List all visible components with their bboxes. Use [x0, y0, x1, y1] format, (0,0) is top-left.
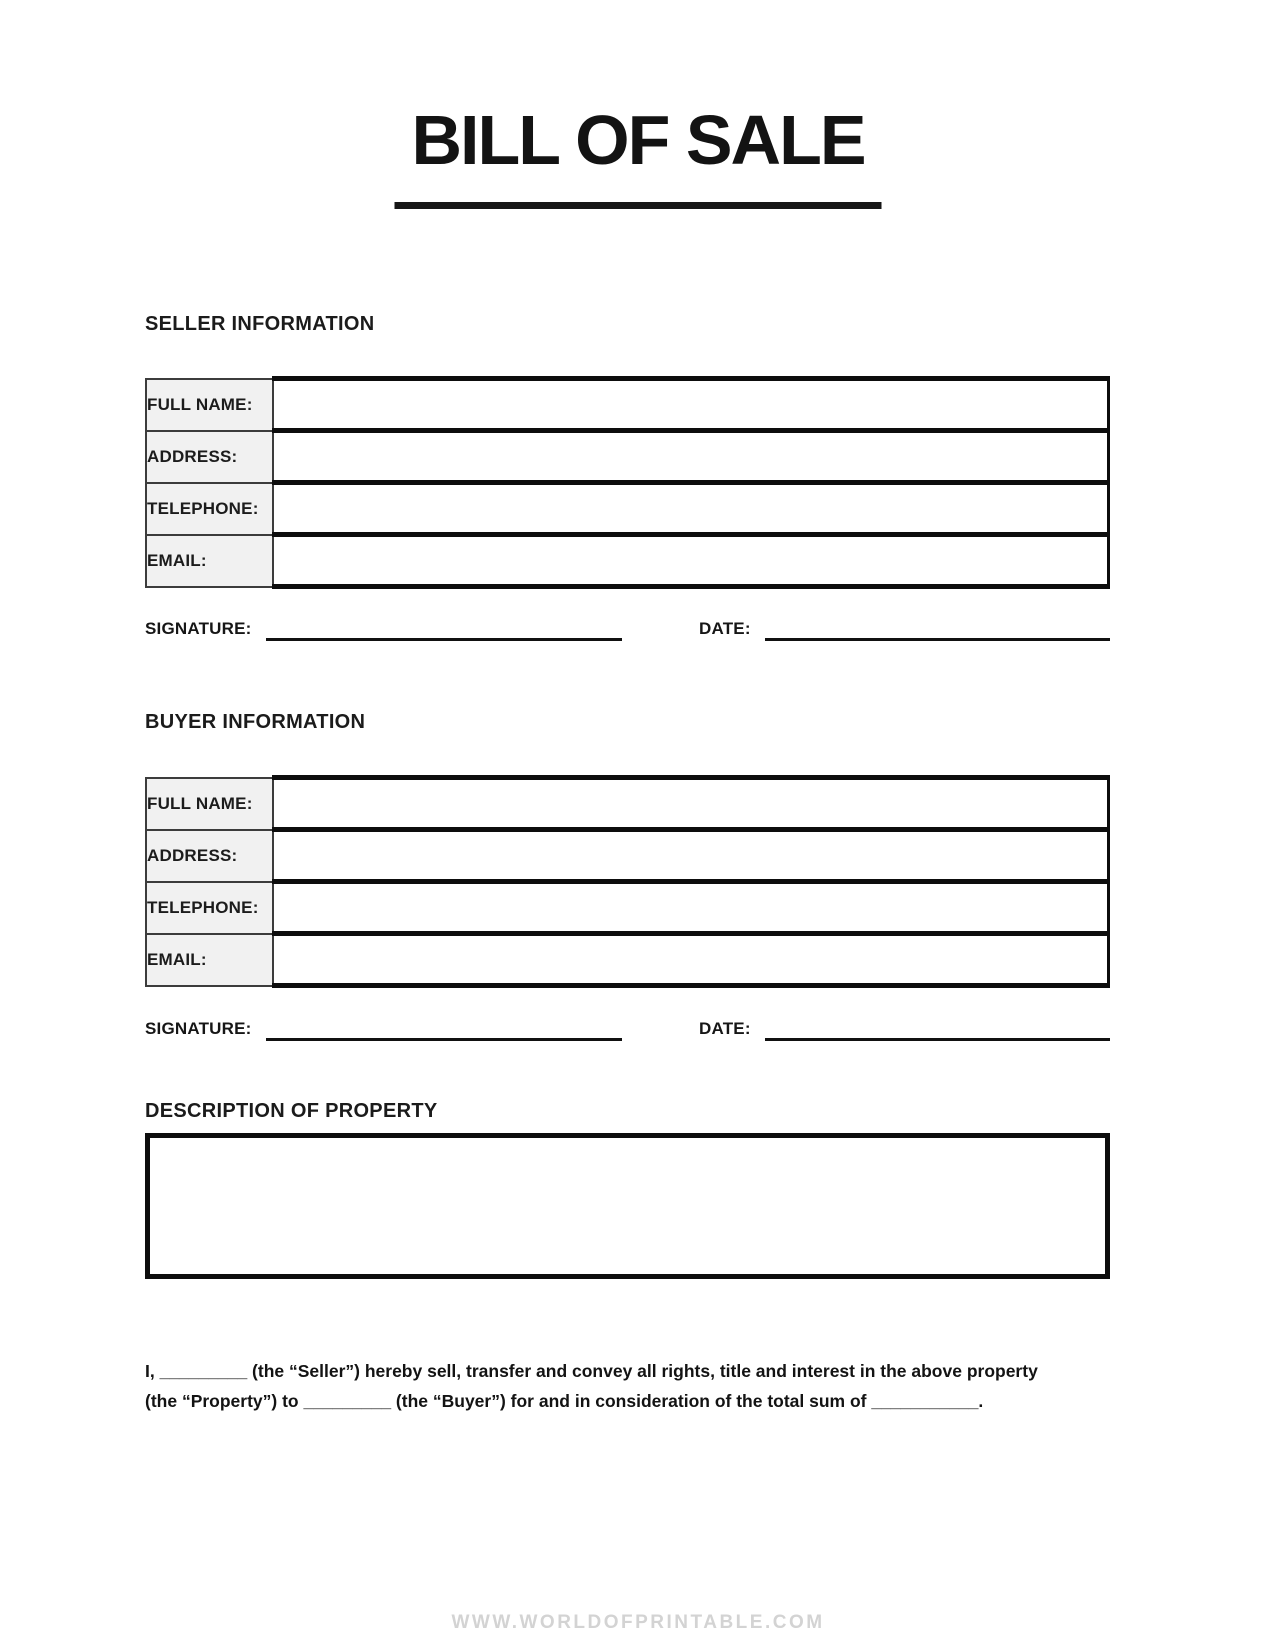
property-section — [145, 1100, 1110, 1123]
buyer-signature-group — [145, 1016, 622, 1041]
seller-signature-row — [145, 616, 1110, 641]
table-row — [146, 830, 1109, 882]
table-row — [146, 934, 1109, 986]
buyer-email-field[interactable] — [273, 934, 1109, 986]
buyer-section — [145, 711, 1110, 734]
seller-email-label: EMAIL: — [146, 535, 273, 587]
seller-date-group — [699, 616, 1110, 641]
legal-statement-line-1: I, _________ (the “Seller”) hereby sell, transfer and convey all rights, title and interest in the above property — [145, 1361, 1038, 1381]
property-section-heading: DESCRIPTION OF PROPERTY — [145, 1100, 438, 1122]
seller-date-line[interactable] — [765, 616, 1110, 641]
buyer-date-group — [699, 1016, 1110, 1041]
buyer-address-field[interactable] — [273, 830, 1109, 882]
buyer-signature-line[interactable] — [266, 1016, 622, 1041]
title-underline — [395, 202, 882, 209]
seller-info-table — [145, 376, 1110, 589]
table-row — [146, 431, 1109, 483]
seller-full-name-field[interactable] — [273, 379, 1109, 431]
buyer-info-table — [145, 775, 1110, 988]
buyer-signature-label: SIGNATURE: — [145, 1019, 252, 1038]
buyer-address-label: ADDRESS: — [146, 830, 273, 882]
table-row — [146, 882, 1109, 934]
seller-section-heading: SELLER INFORMATION — [145, 313, 375, 335]
footer-website-text: WWW.WORLDOFPRINTABLE.COM — [451, 1612, 825, 1633]
buyer-table-wrap — [145, 775, 1110, 988]
table-row — [146, 535, 1109, 587]
table-row — [146, 778, 1109, 830]
buyer-date-label: DATE: — [699, 1019, 751, 1038]
buyer-telephone-field[interactable] — [273, 882, 1109, 934]
seller-signature-group — [145, 616, 622, 641]
seller-signature-label: SIGNATURE: — [145, 619, 252, 638]
buyer-section-heading: BUYER INFORMATION — [145, 711, 366, 733]
seller-telephone-field[interactable] — [273, 483, 1109, 535]
seller-date-label: DATE: — [699, 619, 751, 638]
buyer-signature-row — [145, 1016, 1110, 1041]
page-title: BILL OF SALE — [411, 101, 865, 179]
seller-address-field[interactable] — [273, 431, 1109, 483]
buyer-date-line[interactable] — [765, 1016, 1110, 1041]
table-row — [146, 379, 1109, 431]
seller-signature-line[interactable] — [266, 616, 622, 641]
seller-email-field[interactable] — [273, 535, 1109, 587]
buyer-email-label: EMAIL: — [146, 934, 273, 986]
property-description-box[interactable] — [145, 1133, 1110, 1279]
buyer-full-name-label: FULL NAME: — [146, 778, 273, 830]
table-row — [146, 483, 1109, 535]
legal-statement-line-2: (the “Property”) to _________ (the “Buyer”) for and in consideration of the total sum of ___________. — [145, 1391, 984, 1411]
seller-table-wrap — [145, 376, 1110, 589]
buyer-full-name-field[interactable] — [273, 778, 1109, 830]
seller-section — [145, 313, 1110, 336]
seller-full-name-label: FULL NAME: — [146, 379, 273, 431]
seller-telephone-label: TELEPHONE: — [146, 483, 273, 535]
buyer-telephone-label: TELEPHONE: — [146, 882, 273, 934]
seller-address-label: ADDRESS: — [146, 431, 273, 483]
legal-statement — [145, 1356, 1145, 1416]
